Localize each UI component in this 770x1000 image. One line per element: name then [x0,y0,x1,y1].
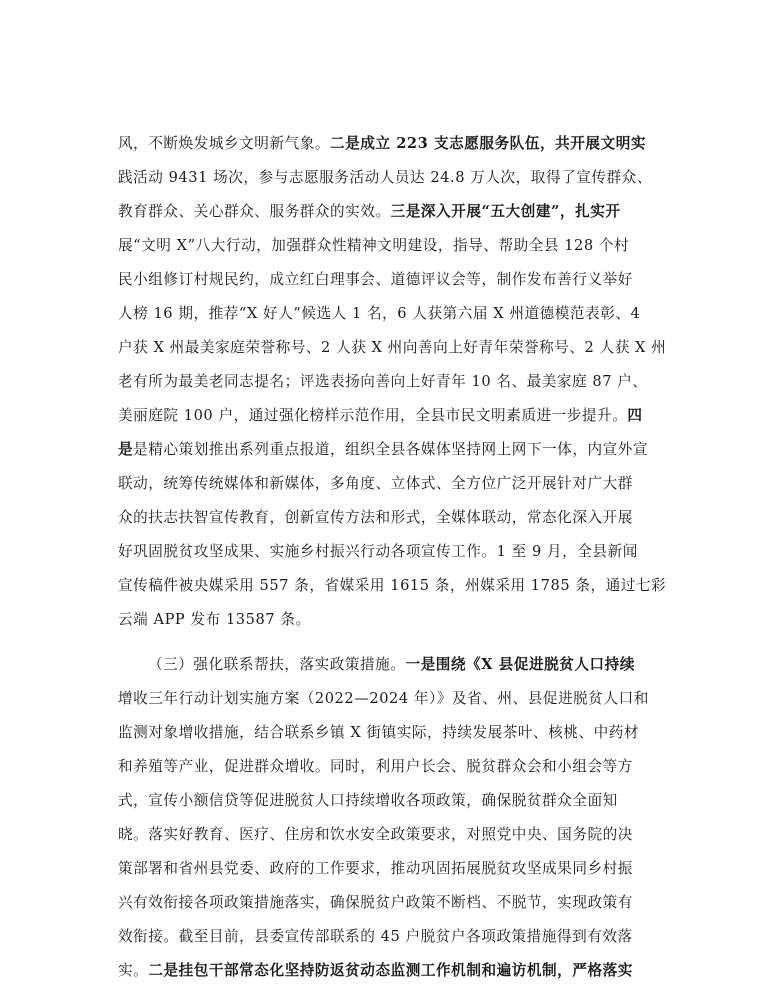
text-run: 是精心策划推出系列重点报道，组织全县各媒体坚持网上网下一体，内宣外宣 [133,441,649,458]
text-line: 人榜 16 期，推荐“X 好人”候选人 1 名，6 人获第六届 X 州道德模范表彰、4 [118,305,641,322]
text-line: 老有所为最美老同志提名；评选表扬向善向上好青年 10 名、最美家庭 87 户、 [118,373,648,390]
section-heading: （三）强化联系帮扶，落实政策措施。 [148,656,406,673]
text-line: 式，宣传小额信贷等促进脱贫人口持续增收各项政策，确保脱贫群众全面知 [118,792,618,809]
text-line: 和养殖等产业，促进群众增收。同时，利用户长会、脱贫群众会和小组会等方 [118,758,633,775]
text-line [118,954,663,988]
text-line: 增收三年行动计划实施方案（2022—2024 年）》及省、州、县促进脱贫人口和 [118,690,649,707]
text-line: 好巩固脱贫攻坚成果、实施乡村振兴行动各项宣传工作。1 至 9 月，全县新闻 [118,543,638,560]
text-line [118,433,663,467]
text-line: 效衔接。截至目前，县委宣传部联系的 45 户脱贫户各项政策措施得到有效落 [118,928,633,945]
section-heading-line [148,648,663,682]
text-line [118,195,663,229]
text-run: 实。 [118,962,149,979]
text-line: 晓。落实好教育、医疗、住房和饮水安全政策要求，对照党中央、国务院的决 [118,826,633,843]
text-line: 众的扶志扶智宣传教育，创新宣传方法和形式，全媒体联动，常态化深入开展 [118,509,633,526]
bold-run: 是 [118,441,134,458]
text-line [118,127,663,161]
text-line: 户获 X 州最美家庭荣誉称号、2 人获 X 州向善向上好青年荣誉称号、2 人获 X 州 [118,339,667,356]
text-line: 民小组修订村规民约，成立红白理事会、道德评议会等，制作发布善行义举好 [118,271,633,288]
text-line: 联动，统筹传统媒体和新媒体，多角度、立体式、全方位广泛开展针对广大群 [118,475,633,492]
text-run: 美丽庭院 100 户，通过强化榜样示范作用，全县市民文明素质进一步提升。 [118,407,628,424]
text-line: 云端 APP 发布 13587 条。 [118,611,311,628]
text-line: 展“文明 X”八大行动，加强群众性精神文明建设，指导、帮助全县 128 个村 [118,237,630,254]
text-run: 教育群众、关心群众、服务群众的实效。 [118,203,391,220]
text-line: 兴有效衔接各项政策措施落实，确保脱贫户政策不断档、不脱节，实现政策有 [118,894,633,911]
bold-run: 三是深入开展“五大创建”，扎实开 [390,203,621,220]
bold-run: 二是成立 223 支志愿服务队伍，共开展文明实 [330,135,646,152]
text-run: 风，不断焕发城乡文明新气象。 [118,135,331,152]
text-line: 策部署和省州县党委、政府的工作要求，推动巩固拓展脱贫攻坚成果同乡村振 [118,860,633,877]
text-line: 监测对象增收措施，结合联系乡镇 X 街镇实际，持续发展茶叶、核桃、中药材 [118,724,640,741]
bold-run: 一是围绕《X 县促进脱贫人口持续 [405,656,635,673]
text-line [118,399,663,433]
text-line: 宣传稿件被央媒采用 557 条，省媒采用 1615 条，州媒采用 1785 条，通过七彩 [118,577,667,594]
bold-run: 二是挂包干部常态化坚持防返贫动态监测工作机制和遍访机制，严格落实 [148,962,633,979]
bold-run: 四 [627,407,643,424]
text-line: 践活动 9431 场次，参与志愿服务活动人员达 24.8 万人次，取得了宣传群众、 [118,169,652,186]
